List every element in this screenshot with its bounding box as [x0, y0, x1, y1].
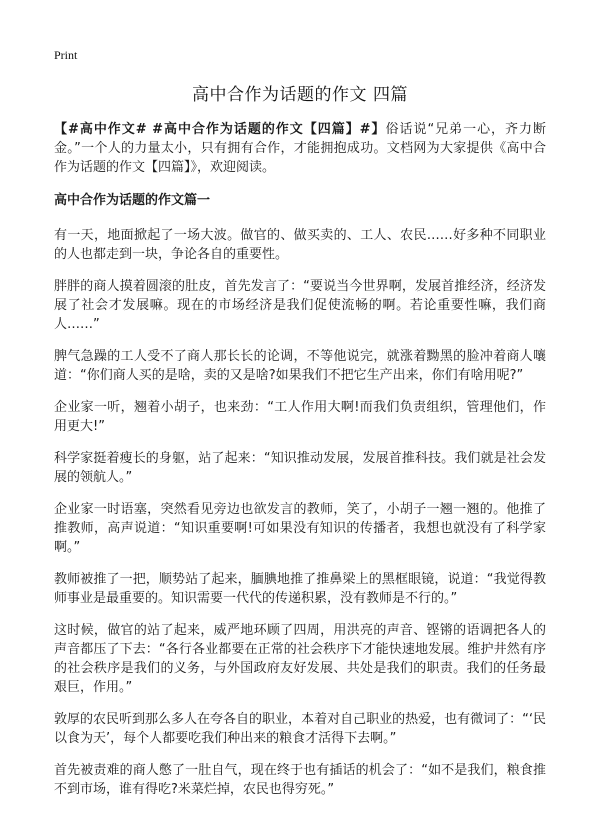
document-title: 高中合作为话题的作文 四篇: [192, 85, 408, 105]
print-link[interactable]: Print: [54, 48, 78, 62]
body-paragraph: 科学家挺着瘦长的身躯，站了起来：“知识推动发展，发展首推科技。我们就是社会发展的领航人。”: [54, 451, 546, 485]
document-body: [54, 120, 546, 812]
section-heading: 高中合作为话题的作文篇一: [54, 193, 211, 208]
body-paragraph: 脾气急躁的工人受不了商人那长长的论调，不等他说完，就涨着黝黑的脸冲着商人嚷道：“你们商人买的是啥，卖的又是啥?如果我们不把它生产出来，你们有啥用呢?”: [54, 349, 546, 383]
body-paragraph: 企业家一听，翘着小胡子，也来劲：“工人作用大啊!而我们负责组织，管理他们，作用更大!”: [54, 400, 546, 434]
body-paragraph: 这时候，做官的站了起来，威严地环顾了四周，用洪亮的声音、铿锵的语调把各人的声音都压了下去：“各行各业都要在正常的社会秩序下才能快速地发展。维护井然有序的社会秩序是我们的义务，与外国政府友好发展、共处是我们的职责。我们的任务最艰巨，作用。”: [54, 623, 546, 695]
intro-tags: 【#高中作文# #高中合作为话题的作文【四篇】#】: [54, 122, 386, 137]
body-paragraph: 首先被责难的商人憋了一肚自气，现在终于也有插话的机会了：“如不是我们，粮食推不到市场，谁有得吃?米菜烂掉，农民也得穷死。”: [54, 763, 546, 797]
intro-paragraph: [54, 120, 546, 177]
body-paragraph: 胖胖的商人摸着圆滚的肚皮，首先发言了：“要说当今世界啊，发展首推经济，经济发展了社会才发展嘛。现在的市场经济是我们促使流畅的啊。若论重要性嘛，我们商人……”: [54, 279, 546, 332]
body-paragraph: 敦厚的农民听到那么多人在夸各自的职业，本着对自己职业的热爱，也有微词了：“‘民以食为天’，每个人都要吃我们种出来的粮食才活得下去啊。”: [54, 712, 546, 746]
body-paragraph: 企业家一时语塞，突然看见旁边也欲发言的教师，笑了，小胡子一翘一翘的。他推了推教师，高声说道：“知识重要啊!可如果没有知识的传播者，我想也就没有了科学家啊。”: [54, 502, 546, 555]
body-paragraph: 教师被推了一把，顺势站了起来，腼腆地推了推鼻梁上的黑框眼镜，说道：“我觉得教师事业是最重要的。知识需要一代代的传递积累，没有教师是不行的。”: [54, 572, 546, 606]
body-paragraph: 有一天，地面掀起了一场大波。做官的、做买卖的、工人、农民……好多种不同职业的人也都走到一块，争论各自的重要性。: [54, 228, 546, 262]
intro-text: 俗话说“兄弟一心，齐力断金。”一个人的力量太小，只有拥有合作，才能拥抱成功。文档网为大家提供《高中合作为话题的作文【四篇】》，欢迎阅读。: [54, 122, 546, 175]
